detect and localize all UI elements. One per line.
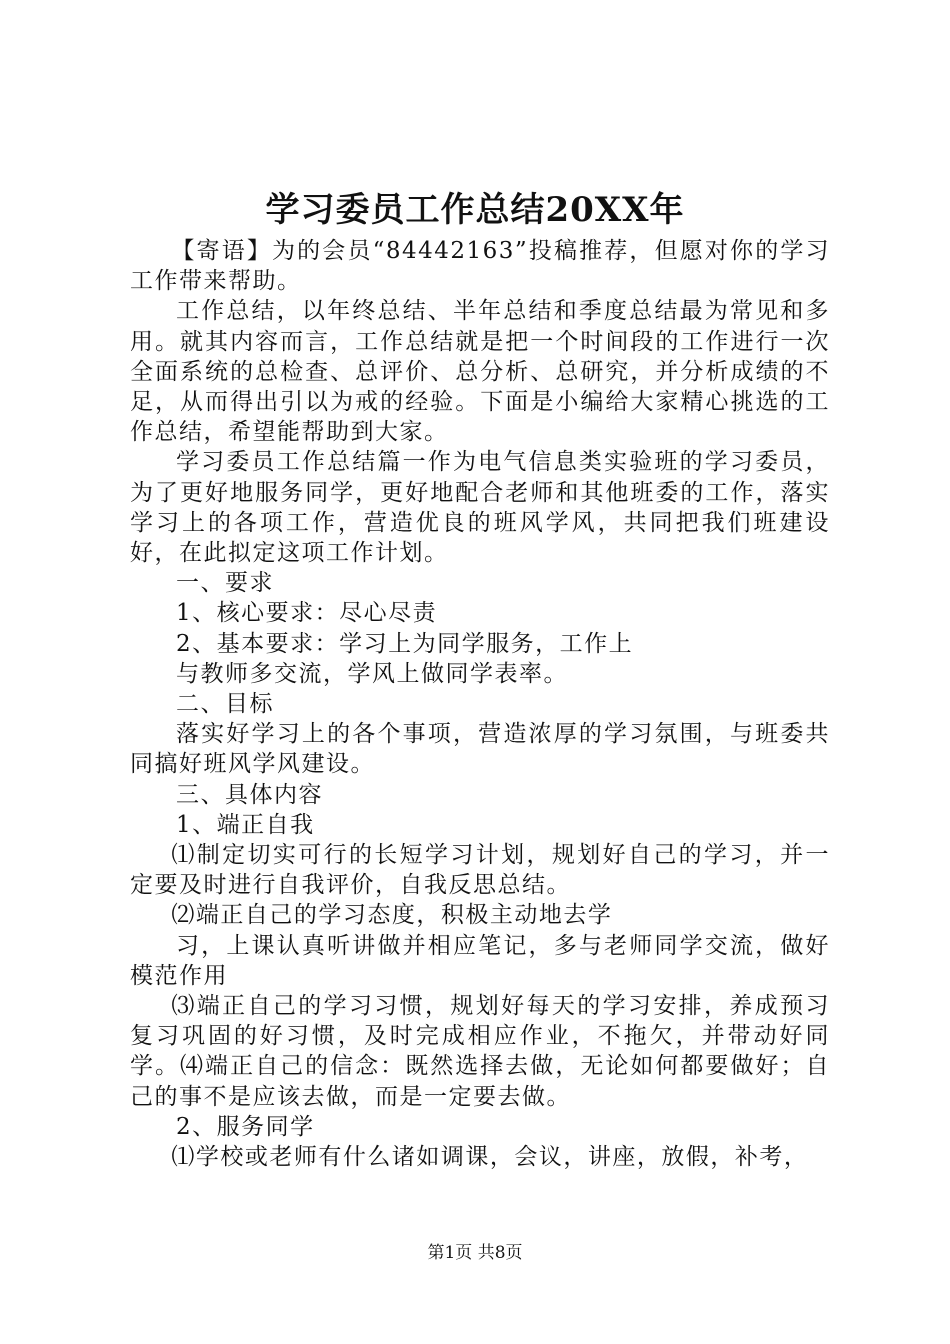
subheading-self: 1、端正自我 bbox=[176, 811, 315, 838]
list-item-plan: ⑴制定切实可行的长短学习计划，规划好自己的学习，并一定要及时进行自我评价，自我反思总结。 bbox=[130, 842, 830, 899]
paragraph-intro: 工作总结，以年终总结、半年总结和季度总结最为常见和多用。就其内容而言，工作总结就是把一个时间段的工作进行一次全面系统的总检查、总评价、总分析、总研究，并分析成绩的不足，从而得出引以为戒的经验。下面是小编给大家精心挑选的工作总结，希望能帮助到大家。 bbox=[130, 298, 830, 446]
heading-contents: 三、具体内容 bbox=[176, 781, 323, 808]
heading-goals: 二、目标 bbox=[176, 691, 274, 718]
document-title: 学习委员工作总结20XX年 bbox=[265, 190, 685, 230]
list-item-attitude: ⑵端正自己的学习态度，积极主动地去学 bbox=[171, 902, 613, 929]
document-body bbox=[130, 236, 830, 1172]
paragraph-continuation: 与教师多交流，学风上做同学表率。 bbox=[176, 660, 568, 687]
list-item-habits: ⑶端正自己的学习习惯，规划好每天的学习安排，养成预习复习巩固的好习惯，及时完成相应作业，不拖欠，并带动好同学。⑷端正自己的信念：既然选择去做，无论如何都要做好；自己的事不是应该去做，而是一定要去做。 bbox=[130, 993, 830, 1110]
paragraph-preface: 【寄语】为的会员“84442163”投稿推荐，但愿对你的学习工作带来帮助。 bbox=[130, 238, 830, 295]
list-item-basic-requirement: 2、基本要求：学习上为同学服务，工作上 bbox=[176, 630, 634, 657]
page-footer: 第1页 共8页 bbox=[427, 1243, 523, 1263]
paragraph-goals: 落实好学习上的各个事项，营造浓厚的学习氛围，与班委共同搞好班风学风建设。 bbox=[130, 721, 830, 778]
paragraph-part-one: 学习委员工作总结篇一作为电气信息类实验班的学习委员，为了更好地服务同学，更好地配合老师和其他班委的工作，落实学习上的各项工作，营造优良的班风学风，共同把我们班建设好，在此拟定这项工作计划。 bbox=[130, 449, 830, 567]
paragraph-attitude-continued: 习，上课认真听讲做并相应笔记，多与老师同学交流，做好模范作用 bbox=[130, 932, 830, 989]
list-item-core-requirement: 1、核心要求：尽心尽责 bbox=[176, 600, 438, 627]
subheading-serve: 2、服务同学 bbox=[176, 1113, 315, 1140]
list-item-school-notices: ⑴学校或老师有什么诸如调课，会议，讲座，放假，补考， bbox=[171, 1144, 809, 1171]
heading-requirements: 一、要求 bbox=[176, 570, 274, 597]
